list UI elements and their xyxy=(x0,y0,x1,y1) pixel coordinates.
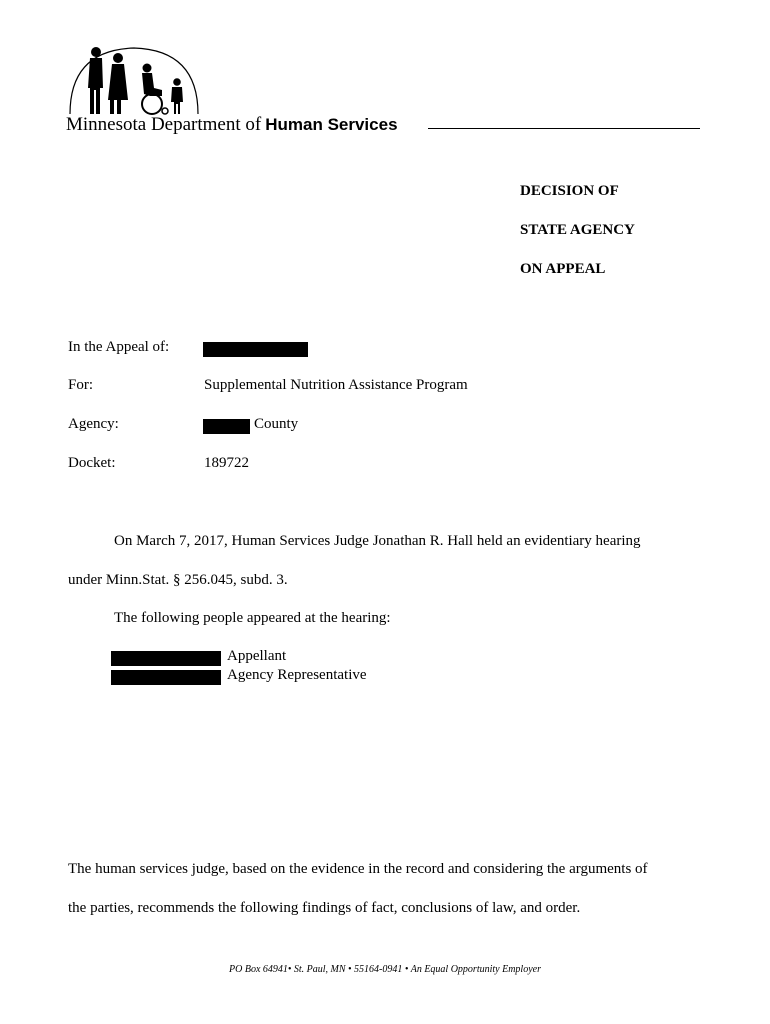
hearing-paragraph-line-2: under Minn.Stat. § 256.045, subd. 3. xyxy=(68,572,288,588)
footer-address: PO Box 64941• St. Paul, MN • 55164-0941 • An Equal Opportunity Employer xyxy=(229,964,541,975)
program-value: Supplemental Nutrition Assistance Program xyxy=(204,377,468,393)
agency-label: Agency: xyxy=(68,416,119,432)
org-name-plain: Minnesota Department of xyxy=(66,114,262,135)
agency-representative-role: Agency Representative xyxy=(227,667,367,683)
redacted-agency-representative xyxy=(111,670,221,685)
title-line-2: STATE AGENCY xyxy=(520,222,635,238)
docket-label: Docket: xyxy=(68,455,116,471)
for-label: For: xyxy=(68,377,94,393)
findings-paragraph-line-2: the parties, recommends the following findings of fact, conclusions of law, and order. xyxy=(68,900,581,916)
findings-paragraph-line-1: The human services judge, based on the evidence in the record and considering the arguments of xyxy=(68,861,648,877)
title-line-3: ON APPEAL xyxy=(520,261,606,277)
org-name-bold: Human Services xyxy=(265,115,398,134)
agency-value: County xyxy=(254,416,299,432)
redacted-county-name xyxy=(203,419,250,434)
organization-name xyxy=(66,114,398,136)
appellant-role: Appellant xyxy=(227,648,287,664)
header-rule xyxy=(428,128,700,129)
redacted-appellant xyxy=(111,651,221,666)
title-line-1: DECISION OF xyxy=(520,183,619,199)
appeal-label: In the Appeal of: xyxy=(68,339,170,355)
redacted-appellant-name xyxy=(203,342,308,357)
hearing-paragraph-line-1: On March 7, 2017, Human Services Judge Jonathan R. Hall held an evidentiary hearing xyxy=(114,533,641,549)
docket-value: 189722 xyxy=(204,455,249,471)
dhs-logo-icon xyxy=(66,44,202,118)
appeared-intro: The following people appeared at the hearing: xyxy=(114,610,391,626)
